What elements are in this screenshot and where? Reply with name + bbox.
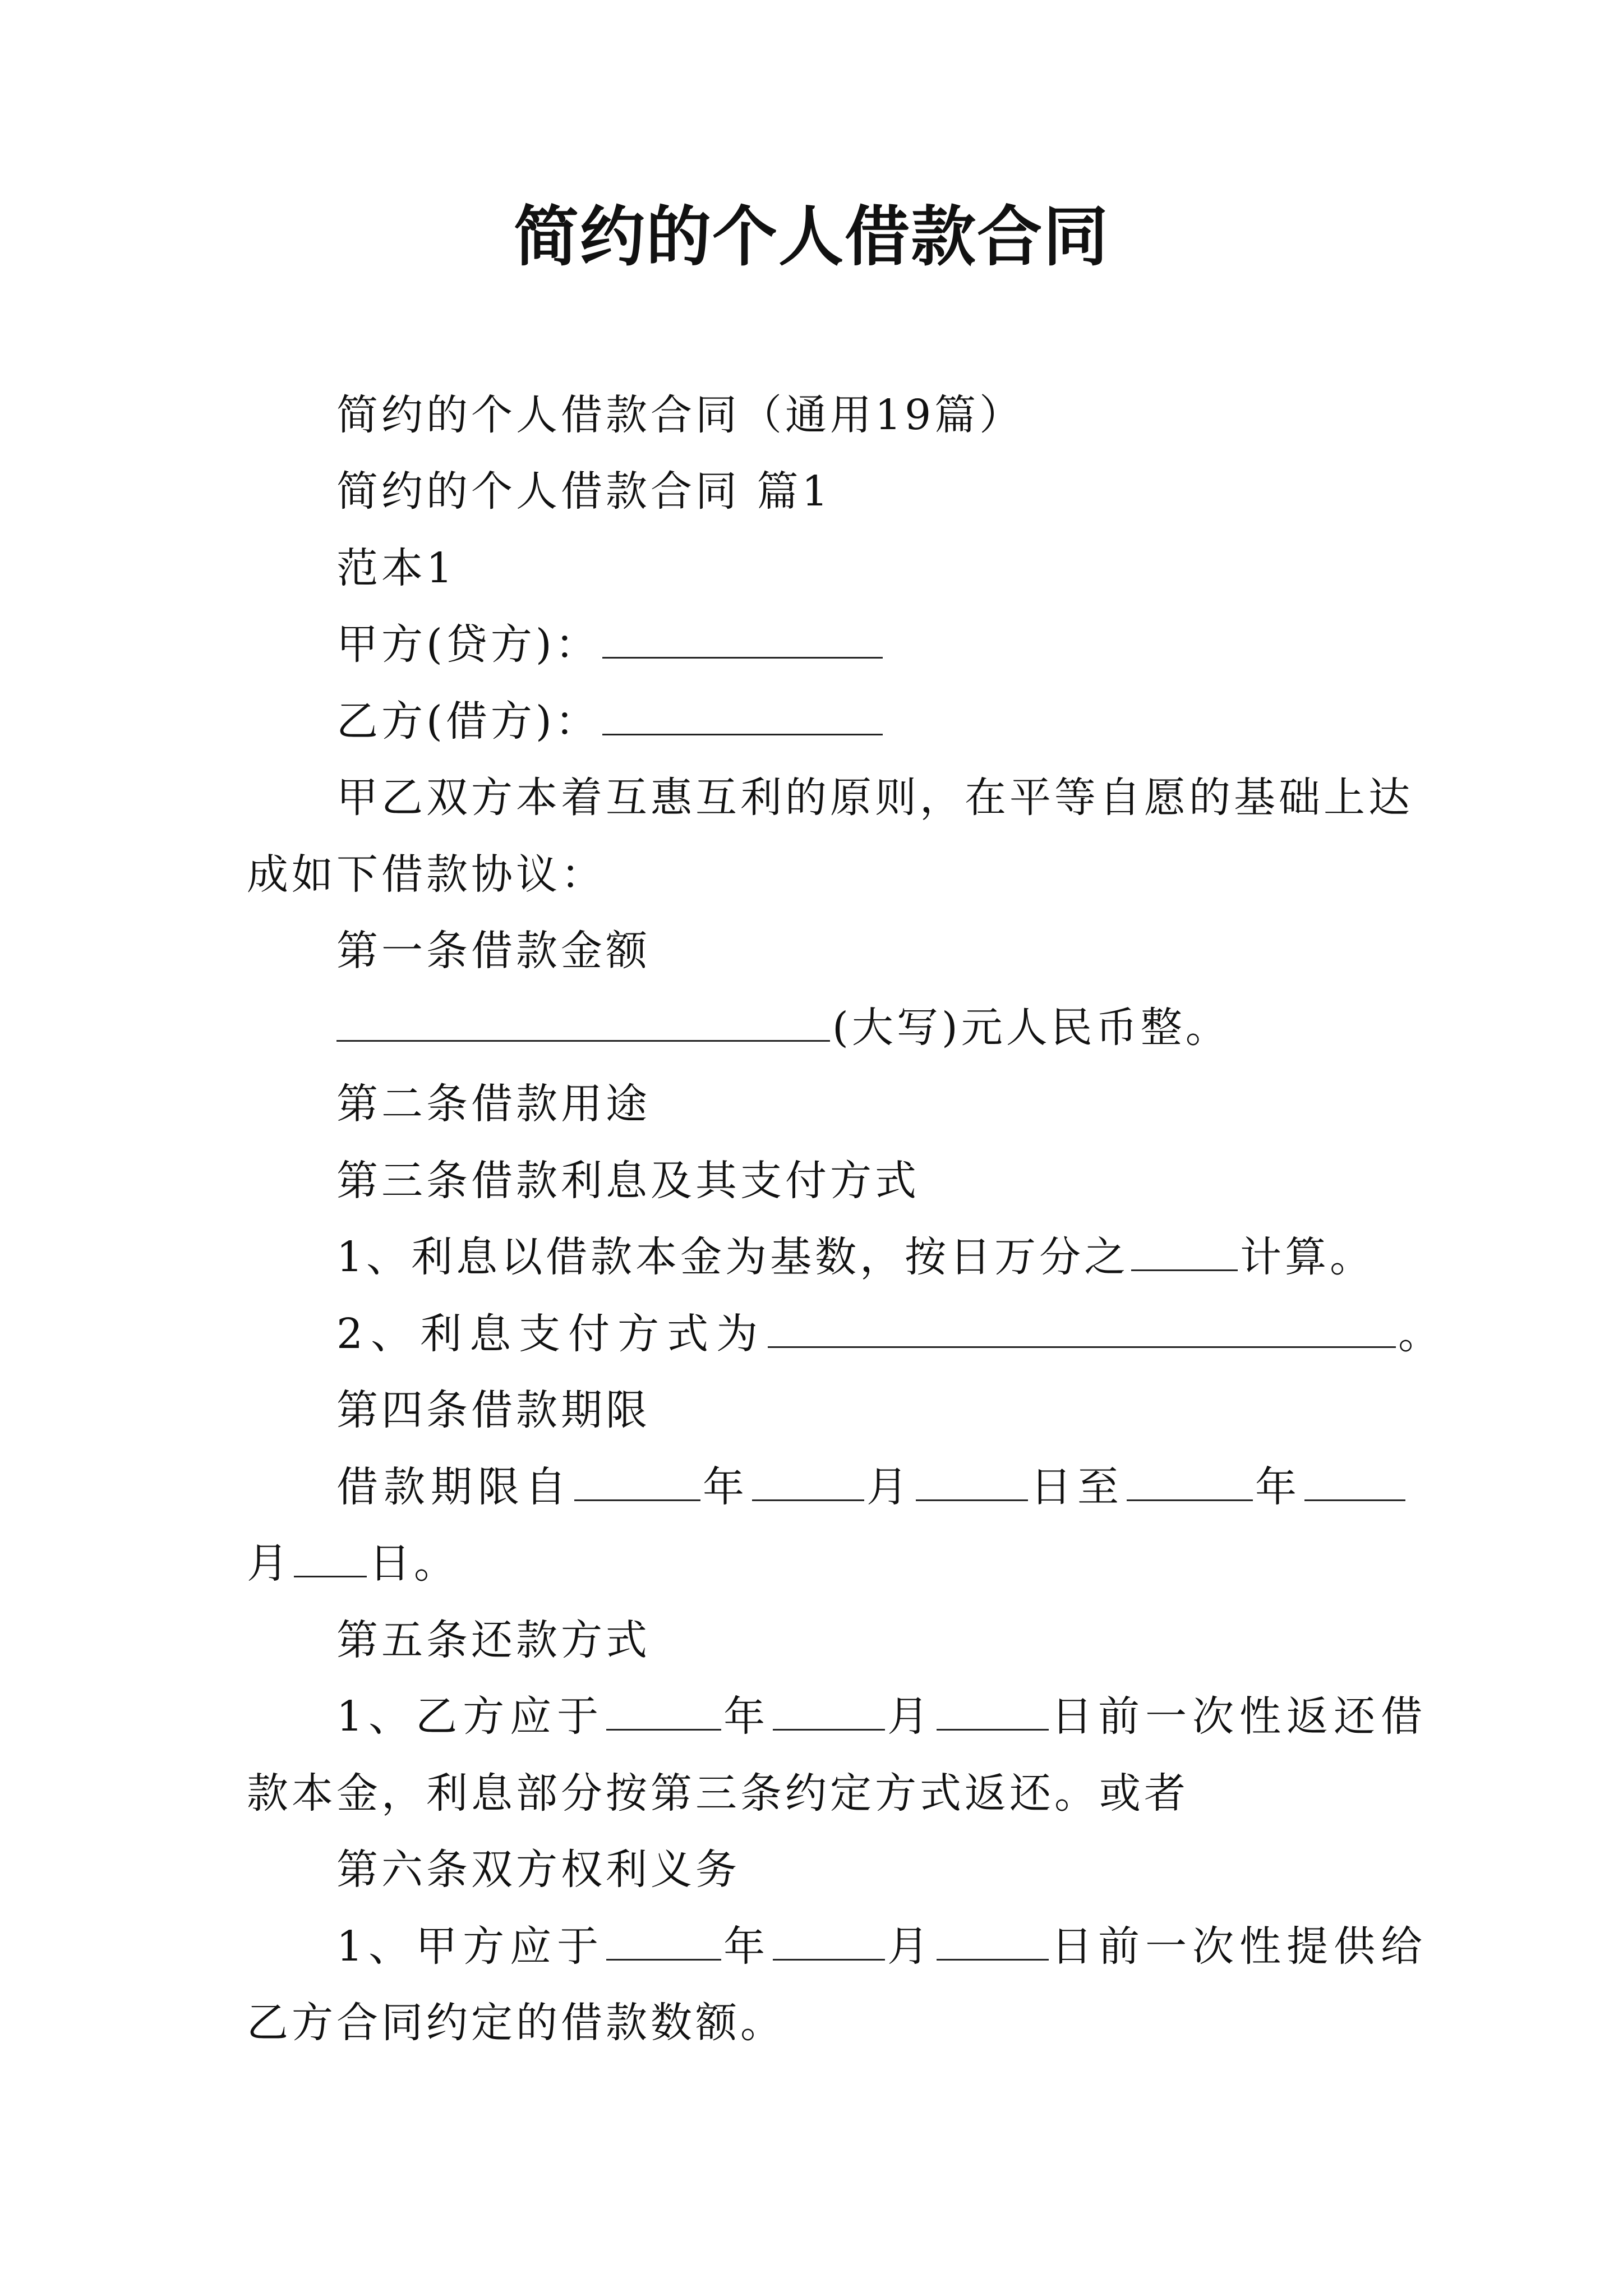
repay-year-blank[interactable] bbox=[606, 1690, 721, 1731]
article6-item1-prefix: 1、甲方应于 bbox=[336, 1922, 605, 1971]
article3-item2 bbox=[336, 1306, 1447, 1362]
document-subtitle: 简约的个人借款合同（通用19篇） bbox=[336, 391, 1025, 439]
article4-line2-suffix: 日。 bbox=[369, 1539, 459, 1588]
party-a-label: 甲方(贷方)： bbox=[336, 620, 600, 669]
article5-item1 bbox=[336, 1688, 1428, 1745]
article3-item1-suffix: 计算。 bbox=[1240, 1233, 1375, 1281]
payment-method-blank[interactable] bbox=[768, 1307, 1396, 1348]
article6-heading: 第六条双方权利义务 bbox=[336, 1846, 740, 1894]
repay-day-blank[interactable] bbox=[937, 1690, 1049, 1731]
article3-item1 bbox=[336, 1229, 1375, 1285]
end-year-blank[interactable] bbox=[1127, 1460, 1253, 1501]
repay-month-blank[interactable] bbox=[773, 1690, 885, 1731]
amount-blank[interactable] bbox=[336, 1001, 830, 1042]
article6-item1-suffix: 日前一次性提供给 bbox=[1051, 1922, 1428, 1971]
article4-heading: 第四条借款期限 bbox=[336, 1386, 651, 1434]
article5-item1-line2: 款本金，利息部分按第三条约定方式返还。或者 bbox=[247, 1769, 1189, 1818]
section-heading: 简约的个人借款合同 篇1 bbox=[336, 467, 832, 516]
article1-amount-line bbox=[336, 1000, 1230, 1056]
article4-prefix: 借款期限自 bbox=[336, 1463, 572, 1511]
start-year-blank[interactable] bbox=[574, 1460, 700, 1501]
start-day-blank[interactable] bbox=[916, 1460, 1028, 1501]
month-char: 月 bbox=[887, 1922, 935, 1971]
article5-heading: 第五条还款方式 bbox=[336, 1616, 651, 1664]
provide-day-blank[interactable] bbox=[937, 1920, 1049, 1961]
preamble-line-1: 甲乙双方本着互惠互利的原则，在平等自愿的基础上达 bbox=[336, 774, 1413, 822]
interest-rate-blank[interactable] bbox=[1131, 1230, 1238, 1271]
month-char: 月 bbox=[866, 1463, 914, 1511]
year-char: 年 bbox=[723, 1922, 771, 1971]
article6-item1-line2: 乙方合同约定的借款数额。 bbox=[247, 1999, 785, 2047]
template-label: 范本1 bbox=[336, 544, 457, 592]
article5-item1-suffix: 日前一次性返还借 bbox=[1051, 1692, 1428, 1741]
article4-line-2 bbox=[247, 1535, 459, 1591]
article4-line2-prefix: 月 bbox=[247, 1539, 292, 1588]
provide-year-blank[interactable] bbox=[606, 1920, 721, 1961]
end-day-blank[interactable] bbox=[294, 1536, 367, 1577]
party-a-line bbox=[336, 616, 885, 673]
provide-month-blank[interactable] bbox=[773, 1920, 885, 1961]
party-b-line bbox=[336, 693, 885, 749]
end-month-blank[interactable] bbox=[1304, 1460, 1405, 1501]
article3-item2-suffix: 。 bbox=[1398, 1310, 1448, 1358]
party-b-blank[interactable] bbox=[602, 694, 883, 735]
article5-item1-prefix: 1、乙方应于 bbox=[336, 1692, 605, 1741]
year-char: 年 bbox=[703, 1463, 750, 1511]
article3-item2-prefix: 2、利息支付方式为 bbox=[336, 1310, 766, 1358]
article6-item1 bbox=[336, 1918, 1428, 1975]
year-char: 年 bbox=[1255, 1463, 1302, 1511]
article3-heading: 第三条借款利息及其支付方式 bbox=[336, 1157, 920, 1205]
party-a-blank[interactable] bbox=[602, 618, 883, 659]
month-char: 月 bbox=[887, 1692, 935, 1741]
article4-line-1 bbox=[336, 1459, 1408, 1515]
article3-item1-prefix: 1、利息以借款本金为基数，按日万分之 bbox=[336, 1233, 1129, 1281]
amount-suffix: (大写)元人民币整。 bbox=[832, 1004, 1230, 1052]
article2-heading: 第二条借款用途 bbox=[336, 1080, 651, 1128]
start-month-blank[interactable] bbox=[752, 1460, 864, 1501]
party-b-label: 乙方(借方)： bbox=[336, 697, 600, 746]
year-char: 年 bbox=[723, 1692, 771, 1741]
article1-heading: 第一条借款金额 bbox=[336, 927, 651, 975]
day-to: 日至 bbox=[1030, 1463, 1124, 1511]
document-title: 简约的个人借款合同 bbox=[514, 199, 1109, 275]
preamble-line-2: 成如下借款协议： bbox=[247, 850, 606, 899]
